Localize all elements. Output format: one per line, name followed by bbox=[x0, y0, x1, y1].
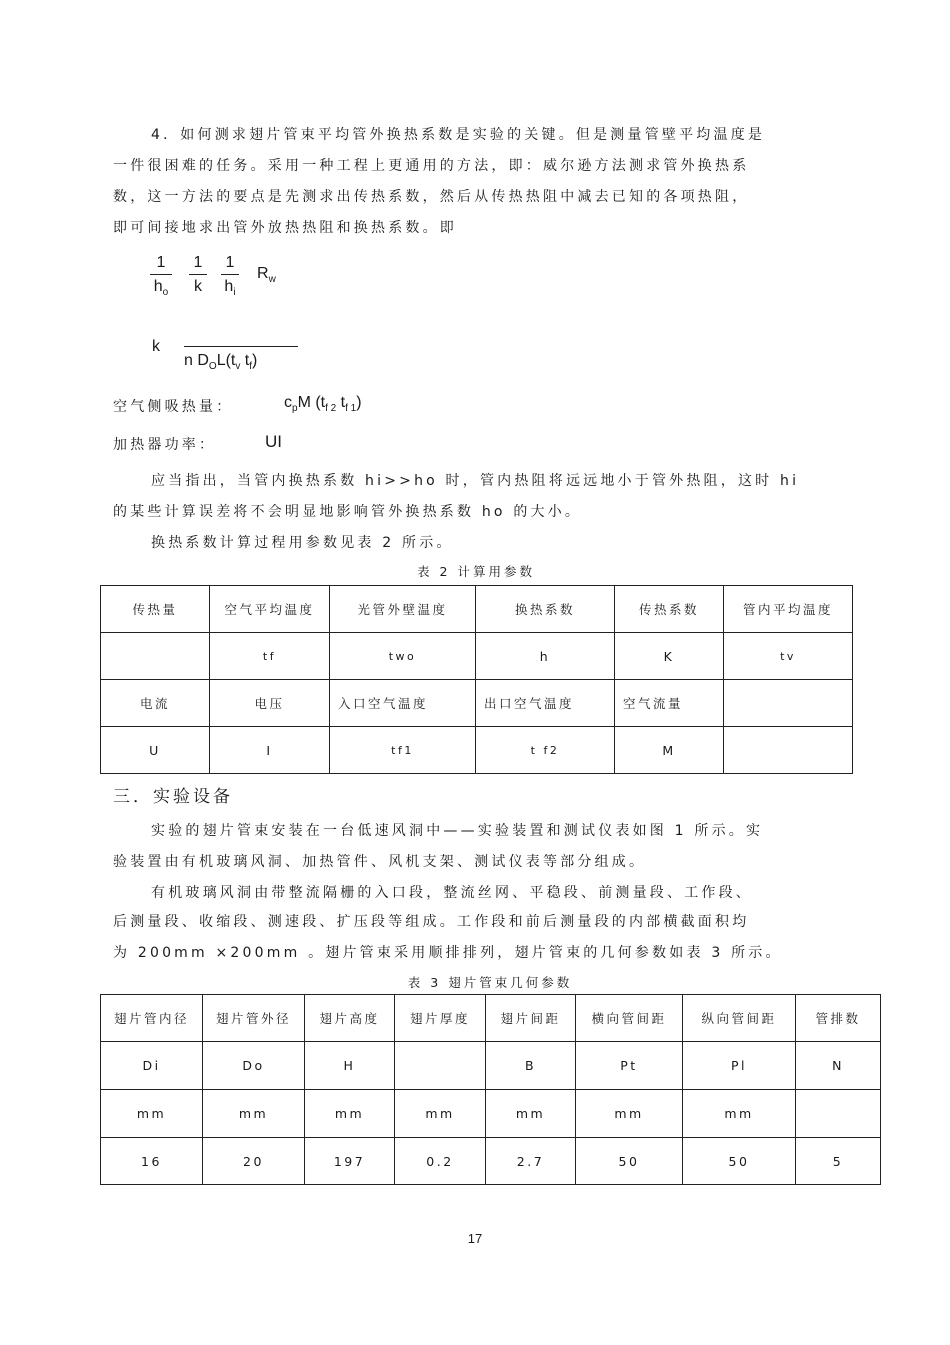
table-row bbox=[101, 1042, 881, 1090]
equipment-line-4: 后测量段、收缩段、测速段、扩压段等组成。工作段和前后测量段的内部横截面积均 bbox=[113, 914, 750, 930]
table-cell: 空气平均温度 bbox=[210, 586, 330, 633]
table-cell: mm bbox=[683, 1090, 796, 1138]
table-cell: two bbox=[330, 633, 476, 680]
table-cell: 翅片高度 bbox=[305, 995, 395, 1042]
table-cell: h bbox=[476, 633, 615, 680]
fraction-1-over-k: 1 k bbox=[189, 252, 207, 297]
table-cell: Di bbox=[101, 1042, 203, 1090]
table-cell: 197 bbox=[305, 1138, 395, 1185]
formula-k-symbol: k bbox=[152, 338, 160, 355]
formula-k-denominator: n $D_OL(t_v$ $t_f$) bbox=[184, 352, 258, 373]
section-heading: 三．实验设备 bbox=[113, 787, 233, 807]
table-row bbox=[101, 633, 853, 680]
page-number: 17 bbox=[467, 1231, 483, 1246]
table-cell: 5 bbox=[796, 1138, 881, 1185]
table-cell: tf bbox=[210, 633, 330, 680]
table-cell: I bbox=[210, 727, 330, 774]
table-cell: 横向管间距 bbox=[576, 995, 683, 1042]
table-cell: 传热量 bbox=[101, 586, 210, 633]
table-row bbox=[101, 727, 853, 774]
table-cell: N bbox=[796, 1042, 881, 1090]
note-line-3: 换热系数计算过程用参数见表 2 所示。 bbox=[151, 535, 454, 551]
intro-line-2: 一件很困难的任务。采用一种工程上更通用的方法，即：威尔逊方法测求管外换热系 bbox=[113, 158, 750, 174]
table-cell: Pt bbox=[576, 1042, 683, 1090]
table3 bbox=[100, 994, 881, 1185]
note-line-1: 应当指出，当管内换热系数 hi>>ho 时，管内热阻将远远地小于管外热阻，这时 hi bbox=[151, 473, 800, 489]
heater-power-label: 加热器功率： bbox=[113, 437, 217, 453]
table-cell: 翅片间距 bbox=[486, 995, 576, 1042]
table-cell: 电压 bbox=[210, 680, 330, 727]
table-cell: Do bbox=[203, 1042, 305, 1090]
fraction-bar bbox=[184, 346, 298, 347]
table-cell: mm bbox=[203, 1090, 305, 1138]
table-cell bbox=[724, 680, 853, 727]
table2 bbox=[100, 585, 853, 774]
table-cell: 翅片厚度 bbox=[395, 995, 486, 1042]
table-cell: 换热系数 bbox=[476, 586, 615, 633]
intro-line-4: 即可间接地求出管外放热热阻和换热系数。即 bbox=[113, 220, 457, 236]
table-cell bbox=[395, 1042, 486, 1090]
table3-caption: 表 3 翅片管束几何参数 bbox=[407, 975, 573, 990]
fraction-1-over-hi: 1 $h_i$ bbox=[221, 252, 239, 297]
table-cell bbox=[101, 633, 210, 680]
note-line-2: 的某些计算误差将不会明显地影响管外换热系数 ho 的大小。 bbox=[113, 504, 583, 520]
table-row bbox=[101, 680, 853, 727]
fraction-1-over-ho: 1 $h_o$ bbox=[150, 252, 172, 297]
table-cell: 出口空气温度 bbox=[476, 680, 615, 727]
table-cell: mm bbox=[395, 1090, 486, 1138]
table-cell: 光管外壁温度 bbox=[330, 586, 476, 633]
table-cell: mm bbox=[576, 1090, 683, 1138]
table-cell: 20 bbox=[203, 1138, 305, 1185]
table-cell: mm bbox=[305, 1090, 395, 1138]
table-row bbox=[101, 586, 853, 633]
table-cell: 50 bbox=[576, 1138, 683, 1185]
table-cell: 管内平均温度 bbox=[724, 586, 853, 633]
table-cell: 纵向管间距 bbox=[683, 995, 796, 1042]
air-heat-expression: $c_pM$ ($t_{f 2}$ $t_{f 1}$) bbox=[284, 394, 362, 415]
table-cell: H bbox=[305, 1042, 395, 1090]
table-cell: B bbox=[486, 1042, 576, 1090]
table-cell: K bbox=[615, 633, 724, 680]
table-cell: M bbox=[615, 727, 724, 774]
intro-line-3: 数，这一方法的要点是先测求出传热系数，然后从传热热阻中减去已知的各项热阻， bbox=[113, 189, 750, 205]
intro-line-1: 4．如何测求翅片管束平均管外换热系数是实验的关键。但是测量管壁平均温度是 bbox=[151, 127, 766, 143]
equipment-line-3: 有机玻璃风洞由带整流隔栅的入口段，整流丝网、平稳段、前测量段、工作段、 bbox=[151, 885, 753, 901]
wall-resistance: $R_w$ bbox=[257, 265, 276, 286]
table-cell: 2.7 bbox=[486, 1138, 576, 1185]
table-row bbox=[101, 1090, 881, 1138]
table-cell: 50 bbox=[683, 1138, 796, 1185]
air-heat-label: 空气侧吸热量： bbox=[113, 399, 234, 415]
table-cell: 电流 bbox=[101, 680, 210, 727]
heater-power-expression: UI bbox=[265, 432, 282, 451]
equipment-line-2: 验装置由有机玻璃风洞、加热管件、风机支架、测试仪表等部分组成。 bbox=[113, 854, 647, 870]
table-cell: 管排数 bbox=[796, 995, 881, 1042]
table-cell: 翅片管外径 bbox=[203, 995, 305, 1042]
table2-caption: 表 2 计算用参数 bbox=[417, 564, 535, 579]
table-cell: mm bbox=[101, 1090, 203, 1138]
equipment-line-5: 为 200mm ×200mm 。翅片管束采用顺排排列，翅片管束的几何参数如表 3 所示。 bbox=[113, 945, 783, 961]
table-cell: mm bbox=[486, 1090, 576, 1138]
table-cell: 0.2 bbox=[395, 1138, 486, 1185]
table-cell: tf1 bbox=[330, 727, 476, 774]
table-cell: U bbox=[101, 727, 210, 774]
table-cell: 入口空气温度 bbox=[330, 680, 476, 727]
table-cell bbox=[796, 1090, 881, 1138]
table-cell: 16 bbox=[101, 1138, 203, 1185]
table-cell: 空气流量 bbox=[615, 680, 724, 727]
table-row bbox=[101, 1138, 881, 1185]
table-cell: t f2 bbox=[476, 727, 615, 774]
table-row bbox=[101, 995, 881, 1042]
table-cell: tv bbox=[724, 633, 853, 680]
table-cell bbox=[724, 727, 853, 774]
table-cell: Pl bbox=[683, 1042, 796, 1090]
table-cell: 翅片管内径 bbox=[101, 995, 203, 1042]
equipment-line-1: 实验的翅片管束安装在一台低速风洞中——实验装置和测试仪表如图 1 所示。实 bbox=[151, 823, 764, 839]
table-cell: 传热系数 bbox=[615, 586, 724, 633]
